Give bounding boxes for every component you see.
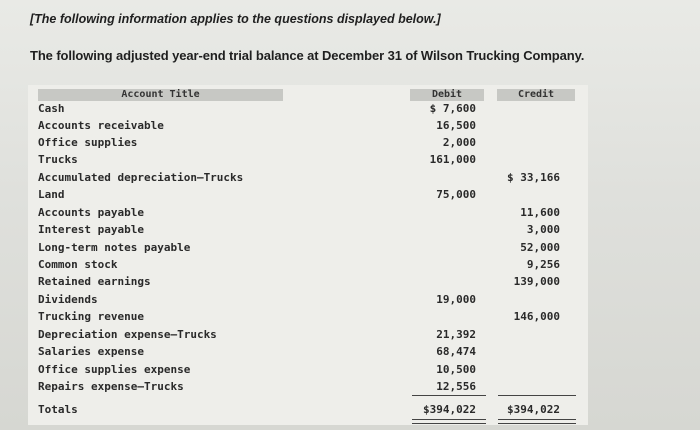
account-title-cell: Depreciation expense—Trucks bbox=[38, 328, 217, 341]
credit-cell: 3,000 bbox=[526, 223, 560, 236]
credit-subtotal-rule bbox=[498, 395, 576, 396]
account-title-cell: Common stock bbox=[38, 258, 118, 271]
table-row bbox=[28, 275, 588, 292]
debit-subtotal-rule bbox=[412, 395, 486, 396]
debit-cell: 12,556 bbox=[436, 380, 476, 393]
credit-cell: 52,000 bbox=[520, 241, 560, 254]
credit-cell: 146,000 bbox=[513, 310, 560, 323]
problem-statement: The following adjusted year-end trial balance at December 31 of Wilson Trucking Company. bbox=[30, 48, 585, 63]
account-title-cell: Retained earnings bbox=[38, 275, 151, 288]
credit-cell: 139,000 bbox=[513, 275, 560, 288]
table-row bbox=[28, 363, 588, 380]
table-row bbox=[28, 223, 588, 240]
credit-cell: 9,256 bbox=[526, 258, 560, 271]
account-title-cell: Interest payable bbox=[38, 223, 144, 236]
credit-cell: 11,600 bbox=[520, 206, 560, 219]
table-row bbox=[28, 136, 588, 153]
debit-cell: 161,000 bbox=[429, 153, 476, 166]
debit-cell: $ 7,600 bbox=[429, 102, 476, 115]
account-title-cell: Trucking revenue bbox=[38, 310, 144, 323]
debit-total-double-rule bbox=[412, 419, 486, 424]
trial-balance-table bbox=[28, 85, 588, 425]
column-header-debit: Debit bbox=[410, 89, 484, 101]
table-row bbox=[28, 171, 588, 188]
table-row bbox=[28, 293, 588, 310]
debit-total: $394,022 bbox=[423, 403, 476, 416]
column-header-credit: Credit bbox=[497, 89, 575, 101]
account-title-cell: Office supplies expense bbox=[38, 363, 191, 376]
totals-row bbox=[28, 403, 588, 420]
account-title-cell: Trucks bbox=[38, 153, 78, 166]
account-title-cell: Cash bbox=[38, 102, 65, 115]
account-title-cell: Office supplies bbox=[38, 136, 138, 149]
credit-total: $394,022 bbox=[507, 403, 560, 416]
account-title-cell: Repairs expense—Trucks bbox=[38, 380, 184, 393]
table-row bbox=[28, 153, 588, 170]
table-row bbox=[28, 310, 588, 327]
account-title-cell: Accumulated depreciation—Trucks bbox=[38, 171, 244, 184]
debit-cell: 2,000 bbox=[442, 136, 476, 149]
credit-total-double-rule bbox=[498, 419, 576, 424]
account-title-cell: Land bbox=[38, 188, 65, 201]
table-row bbox=[28, 345, 588, 362]
account-title-cell: Long-term notes payable bbox=[38, 241, 191, 254]
credit-cell: $ 33,166 bbox=[507, 171, 560, 184]
table-row bbox=[28, 241, 588, 258]
totals-label: Totals bbox=[38, 403, 78, 416]
account-title-cell: Accounts receivable bbox=[38, 119, 164, 132]
column-header-account-title: Account Title bbox=[38, 89, 283, 101]
debit-cell: 10,500 bbox=[436, 363, 476, 376]
debit-cell: 75,000 bbox=[436, 188, 476, 201]
account-title-cell: Salaries expense bbox=[38, 345, 144, 358]
account-title-cell: Accounts payable bbox=[38, 206, 144, 219]
intro-note: [The following information applies to the questions displayed below.] bbox=[30, 12, 441, 26]
table-row bbox=[28, 119, 588, 136]
debit-cell: 19,000 bbox=[436, 293, 476, 306]
table-row bbox=[28, 258, 588, 275]
table-row bbox=[28, 188, 588, 205]
account-title-cell: Dividends bbox=[38, 293, 98, 306]
table-row bbox=[28, 328, 588, 345]
debit-cell: 68,474 bbox=[436, 345, 476, 358]
debit-cell: 21,392 bbox=[436, 328, 476, 341]
table-row bbox=[28, 206, 588, 223]
debit-cell: 16,500 bbox=[436, 119, 476, 132]
table-row bbox=[28, 102, 588, 119]
